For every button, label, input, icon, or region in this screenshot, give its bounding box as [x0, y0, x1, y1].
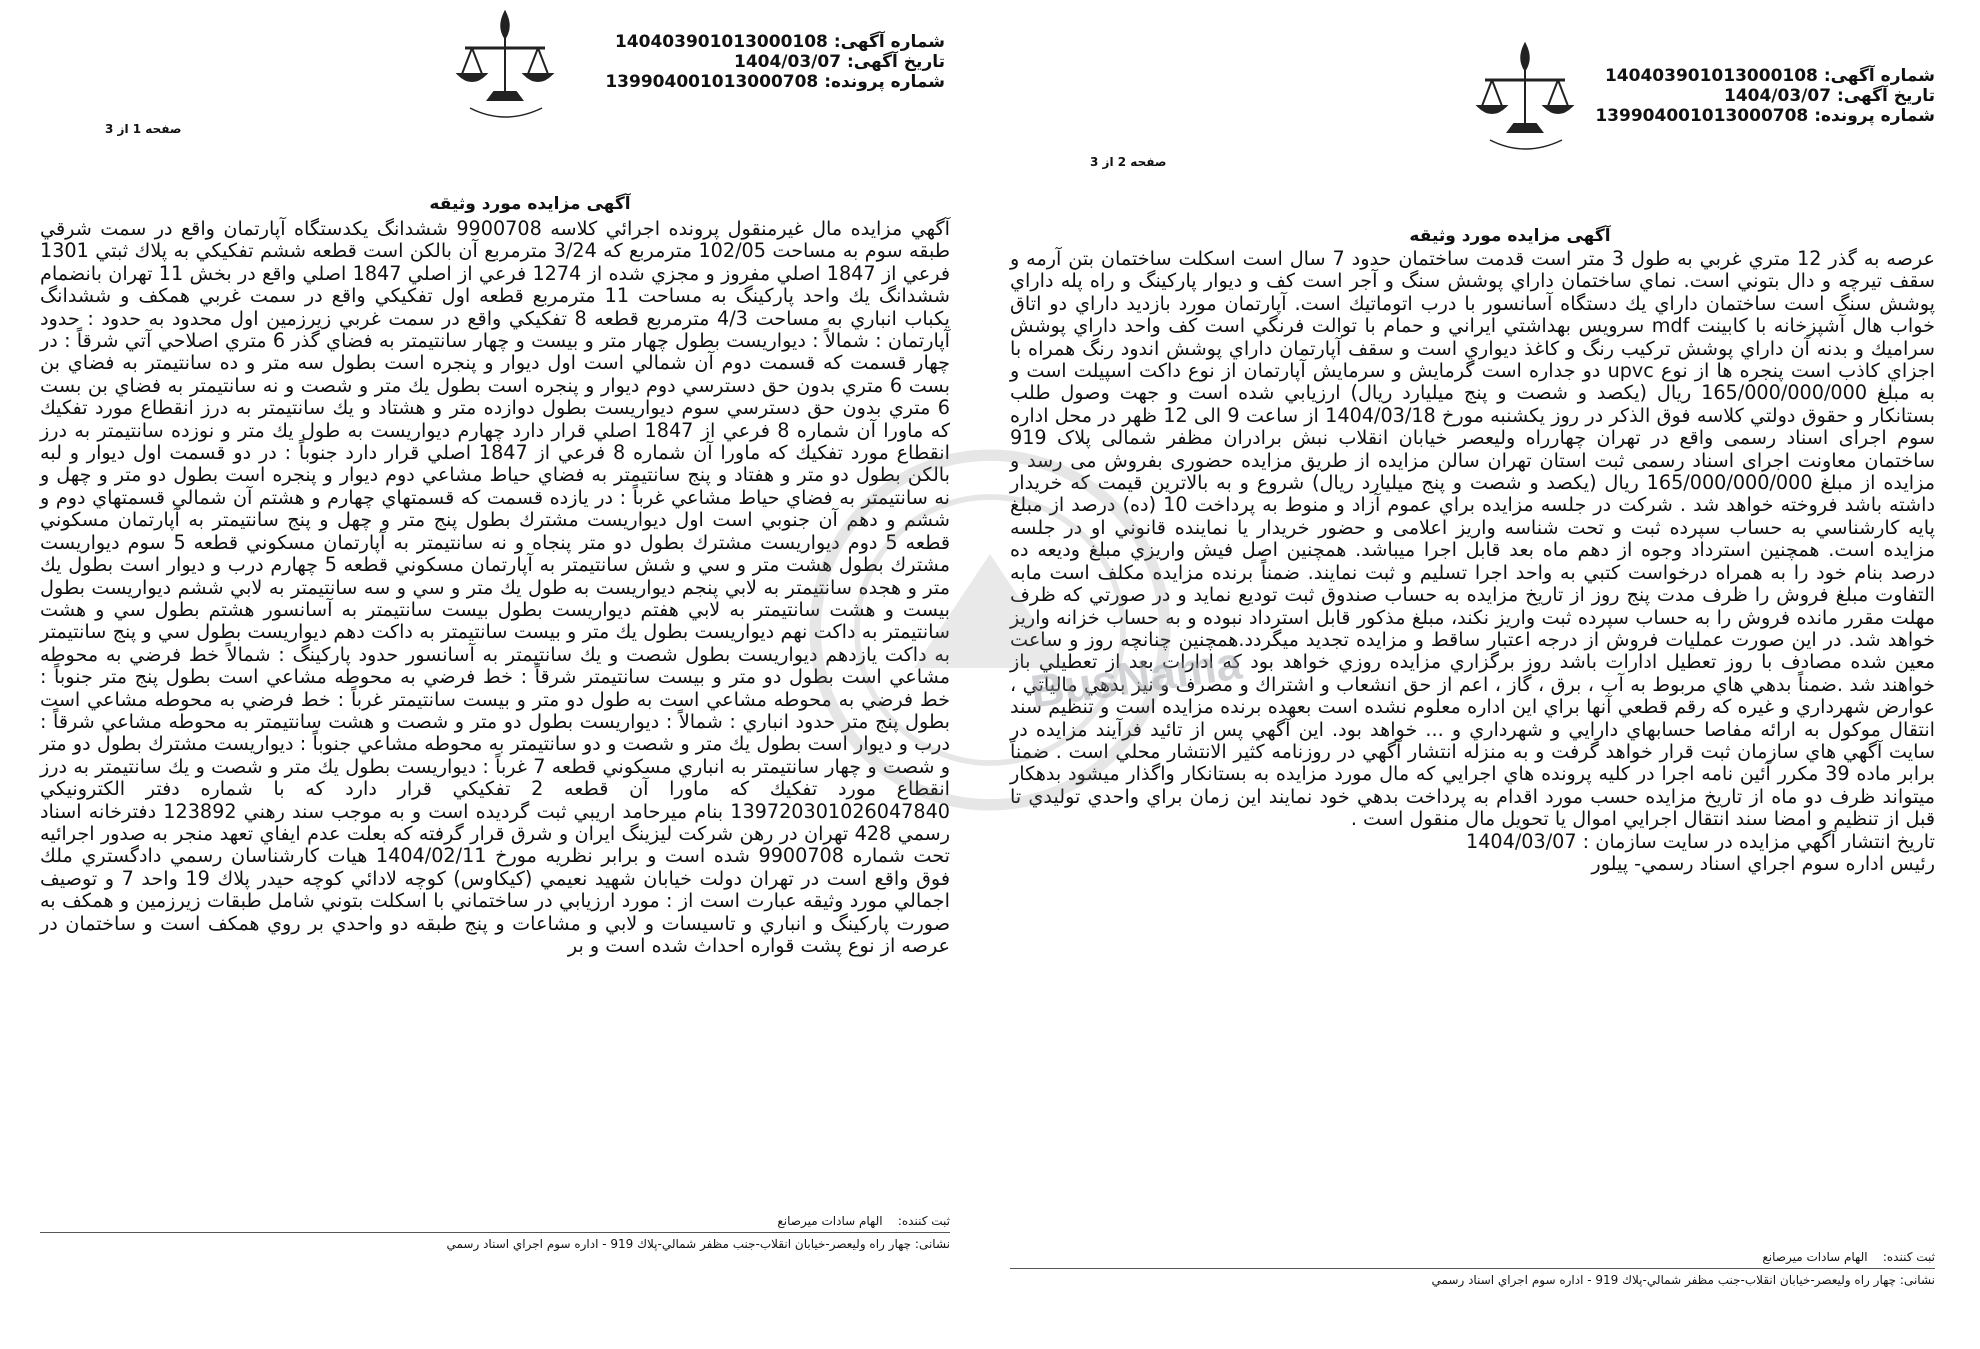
notice-body — [1010, 248, 1935, 875]
address-label: نشانی: — [914, 1237, 950, 1251]
notice-number: 140403901013000108 — [614, 32, 828, 52]
registrar-row — [40, 1212, 950, 1230]
publish-date-line: تاريخ انتشار آگهي مزايده در سايت سازمان : 1404/03/07 — [1465, 829, 1935, 853]
file-number: 139904001013000708 — [1595, 106, 1809, 126]
notice-body-text: عرصه به گذر 12 متري غربي به طول 3 متر است قدمت ساختمان حدود 7 سال است اسكلت ساختمان بتن آرمه و سقف تيرچه و دال بتوني است. نماي ساختمان داراي پوشش سنگ و آجر است كف و ديوار پاركينگ و راه پله داراي پوشش سنگ است ساختمان داراي يك دستگاه آسانسور با درب اتوماتيك است. آپارتمان مورد بازديد داراي دو اتاق خواب هال آشپزخانه با كابينت mdf سرويس بهداشتي ايراني و حمام با توالت فرنگي است كف واحد داراي پوشش سراميك و بدنه آن داراي پوشش تركيب رنگ و كاغذ ديواري است و سقف آپارتمان داراي پوشش اندود رنگ همراه با اجزاي كاذب است پنجره ها از نوع upvc دو جداره است گرمايش و سرمايش آپارتمان از نوع داكت اسپيلت است و به مبلغ 165/000/000/000 ريال (يكصد و شصت و پنج ميليارد ريال) ارزيابي شده است و جهت وصول طلب بستانكار و حقوق دولتي كلاسه فوق الذكر در روز يكشنبه مورخ 1404/03/18 از ساعت 9 الی 12 ظهر در محل اداره سوم اجرای اسناد رسمی واقع در تهران چهارراه ولیعصر خیابان انقلاب نبش برادران مظفر شمالی پلاک 919 ساختمان معاونت اجرای اسناد رسمی ثبت استان تهران سالن مزایده از طریق مزایده حضوری بفروش می رسد و مزایده از مبلغ 165/000/000/000 ريال (يكصد و شصت و پنج ميليارد ريال) شروع و به بالاترين قيمت كه خريدار داشته باشد فروخته خواهد شد . شركت در جلسه مزايده براي عموم آزاد و منوط به پرداخت 10 (ده) درصد از مبلغ پايه كارشناسي به حساب سپرده ثبت و تحت شناسه واريز اعلامی و حضور خريدار يا نماينده قانوني او در جلسه مزايده است. همچنین استرداد وجوه از دهم ماه بعد قابل اجرا ميباشد. همچنين اصل فيش واريزي مبلغ وديعه ده درصد بنام خود را به همراه درخواست كتبي به واحد اجرا تسليم و ثبت نمايند. ضمناً برنده مزايده مكلف است مابه التفاوت مبلغ فروش را ظرف مدت پنج روز از تاريخ مزايده به حساب صندوق ثبت توديع نمايد و در صورتي كه ظرف مهلت مقرر مانده فروش را به حساب سپرده ثبت واريز نكند، مبلغ مذكور قابل استرداد نبوده و به حساب خزانه واريز خواهد شد. در اين صورت عمليات فروش از درجه اعتبار ساقط و مزايده تجديد ميگردد.همچنین چنانچه روز و ساعت معین شده مصادف با روز تعطيل ادارات باشد روز برگزاري مزايده روزي خواهد بود كه ادارات بعد از تعطيلي باز خواهند شد .ضمناً بدهي هاي مربوط به آب ، برق ، گاز ، اعم از حق انشعاب و اشتراك و مصرف و نيز بدهي مالياتي ، عوارض شهرداري و غيره كه رقم قطعي آنها براي اين اداره معلوم نشده است بعهده برنده مزايده است و تنظيم سند انتقال موكول به ارائه مفاصا حسابهاي دارايي و شهرداري و ... خواهد بود. اين آگهي پس از تائيد فرآيند مزايده در سايت آگهي هاي سازمان ثبت قرار خواهد گرفت و به منزله انتشار آگهي در روزنامه كثير الانتشار محلي است . ضمناً برابر ماده 39 مكرر آئين نامه اجرا در كليه پرونده هاي اجرايي كه مال مورد مزايده به بستانكار واگذار ميشود بدهكار ميتواند ظرف دو ماه از تاريخ مزايده حسب مورد اقدام به پرداخت بدهي خود نمايند اين زمان براي واحدي توليدي تا قبل از تنظيم و امضا سند انتقال اجرايي اموال يا تحويل مال منقول است . — [1010, 247, 1936, 831]
footer-divider — [1010, 1268, 1935, 1269]
notice-number-row — [1595, 66, 1935, 86]
registrar-label: ثبت کننده: — [897, 1214, 950, 1228]
address-text: چهار راه وليعصر-خيابان انقلاب-جنب مظفر شمالي-پلاك 919 - اداره سوم اجراي اسناد رسمي — [446, 1237, 912, 1251]
file-number-row — [605, 72, 945, 92]
footer-divider — [40, 1232, 950, 1233]
notice-footer — [1010, 1248, 1935, 1289]
notice-title: آگهی مزایده مورد وثیقه — [429, 194, 631, 214]
notice-number-row — [605, 32, 945, 52]
file-number-label: شماره پرونده: — [1814, 106, 1935, 126]
address-row — [1010, 1271, 1935, 1289]
notice-date-label: تاریخ آگهی: — [846, 52, 945, 72]
notice-date: 1404/03/07 — [1723, 86, 1832, 106]
page-number: صفحه 1 از 3 — [105, 122, 182, 136]
address-label: نشانی: — [1899, 1273, 1935, 1287]
address-row — [40, 1235, 950, 1253]
file-number-row — [1595, 106, 1935, 126]
registrar-name: الهام سادات میرصانع — [1762, 1250, 1868, 1264]
notice-meta — [1595, 66, 1935, 126]
judiciary-emblem-icon — [1470, 40, 1580, 160]
notice-number-label: شماره آگهی: — [1823, 66, 1935, 86]
file-number-label: شماره پرونده: — [824, 72, 945, 92]
registrar-name: الهام سادات میرصانع — [777, 1214, 883, 1228]
notice-meta — [605, 32, 945, 92]
file-number: 139904001013000708 — [605, 72, 819, 92]
notice-title: آگهی مزایده مورد وثیقه — [1409, 226, 1611, 246]
notice-body: آگهي مزايده مال غيرمنقول پرونده اجرائي كلاسه 9900708 ششدانگ يكدستگاه آپارتمان واقع در سمت شرقي طبقه سوم به مساحت 102/05 مترمربع كه 3/24 مترمربع آن بالكن است قطعه ششم تفكيكي به پلاك ثبتي 1301 فرعي از 1847 اصلي مفروز و مجزي شده از 1274 فرعي از اصلي 1847 اصلي واقع در بخش 11 تهران بانضمام ششدانگ يك واحد پاركينگ به مساحت 11 مترمربع قطعه اول تفكيكي واقع در سمت غربي همكف و ششدانگ يكباب انباري به مساحت 4/3 مترمربع قطعه 8 تفكيكي واقع در سمت غربي زيرزمين اول محدود به حدود : حدود آپارتمان : شمالاً : ديواريست بطول چهار متر و بيست و چهار سانتيمتر به فضاي گذر 6 متري اصلاحي آتي شرقاً : در چهار قسمت كه قسمت دوم آن شمالي است اول ديوار و پنجره است بطول سه متر و ده سانتيمتر به فضاي بن بست 6 متري بدون حق دسترسي دوم ديوار و پنجره است بطول يك متر و شصت و نه سانتيمتر به فضاي بن بست 6 متري بدون حق دسترسي سوم ديواريست بطول دوازده متر و هشتاد و يك سانتيمتر به درز انقطاع مورد تفكيك كه ماورا آن شماره 8 فرعي از 1847 اصلي قرار دارد چهارم ديواريست به طول يك متر و نوزده سانتيمتر به درز انقطاع مورد تفكيك كه ماورا آن شماره 8 فرعي از 1847 اصلي قرار دارد جنوباً : در دو قسمت اول ديوار و لبه بالكن بطول دو متر و هفتاد و پنج سانتيمتر به فضاي حياط مشاعي دوم ديوار و پنجره است بطول دو متر و چهل و نه سانتيمتر به فضاي حياط مشاعي غرباً : در يازده قسمت كه قسمتهاي چهارم و هشتم آن شمالي قسمتهاي دوم و ششم و دهم آن جنوبي است اول ديواريست مشترك بطول پنج متر و چهل و پنج سانتيمتر به آپارتمان مسكوني قطعه 5 دوم ديواريست مشترك بطول دو متر پنجاه و نه سانتيمتر به آپارتمان مسكوني قطعه 5 سوم ديواريست مشترك بطول هشت متر و سي و شش سانتيمتر به آپارتمان مسكوني قطعه 5 چهارم درب و ديوار است بطول يك متر و هجده سانتيمتر به لابي پنجم ديواريست به طول يك متر و سي و سه سانتيمتر به لابي ششم ديواريست بطول بيست و هشت سانتيمتر به لابي هفتم ديواريست بطول بيست سانتيمتر به آسانسور هشتم بطول سي و هشت سانتيمتر به داكت نهم ديواريست بطول يك متر و بيست سانتيمتر به داكت دهم ديواريست بطول سي و پنج سانتيمتر به داكت يازدهم ديواريست بطول شصت و يك سانتيمتر به آسانسور حدود پاركينگ : شمالاً خط فرضي به محوطه مشاعي است بطول دو متر و بيست سانتيمتر شرقاً : خط فرضي به محوطه مشاعي است بطول پنج متر جنوباً : خط فرضي به محوطه مشاعي است به طول دو متر و بيست سانتيمتر غرباً : خط فرضي به محوطه مشاعي است بطول پنج متر حدود انباري : شمالاً : ديواريست بطول دو متر و شصت و هشت سانتيمتر به محوطه مشاعي شرقاً : درب و ديوار است بطول يك متر و شصت و دو سانتيمتر به محوطه مشاعي جنوباً : ديواريست مشترك بطول دو متر و شصت و چهار سانتيمتر به انباري مسكوني قطعه 7 غرباً : ديواريست بطول يك متر و شصت و يك سانتيمتر به درز انقطاع مورد تفكيك كه ماورا آن قطعه 2 تفكيكي قرار دارد كه با شماره دفتر الكترونيكي 139720301026047840 بنام ميرحامد اريبي ثبت گرديده است و به موجب سند رهني 123892 دفترخانه اسناد رسمي 428 تهران در رهن شركت ليزينگ ايران و شرق قرار گرفته كه بعلت عدم ايفاي تعهد منجر به صدور اجرائيه تحت شماره 9900708 شده است و برابر نظريه مورخ 1404/02/11 هيات كارشناسان رسمي دادگستري ملك فوق واقع است در تهران دولت خيابان شهيد نعيمي (كيكاوس) كوچه لادائي كوچه حيدر پلاك 19 واحد 7 و توصيف اجمالي مورد وثيقه عبارت است از : مورد ارزيابي در ساختماني با اسكلت بتوني شامل طبقات زيرزمين و همكف به صورت پاركينگ و انباري و تاسيسات و لابي و مشاعات و پنج طبقه دو واحدي بر روي همكف است و ساختمان در عرصه از نوع پشت قواره احداث شده است و بر — [40, 217, 951, 957]
page-number: صفحه 2 از 3 — [1090, 155, 1167, 169]
registrar-label: ثبت کننده: — [1882, 1250, 1935, 1264]
watermark-text: BusNama — [1027, 636, 1245, 718]
address-text: چهار راه وليعصر-خيابان انقلاب-جنب مظفر شمالي-پلاك 919 - اداره سوم اجراي اسناد رسمي — [1431, 1273, 1897, 1287]
signature-line: رئيس اداره سوم اجراي اسناد رسمي- پيلور — [1591, 851, 1935, 875]
notice-footer — [40, 1212, 950, 1253]
notice-date: 1404/03/07 — [733, 52, 842, 72]
judiciary-emblem-icon — [450, 8, 560, 128]
notice-number-label: شماره آگهی: — [833, 32, 945, 52]
notice-date-label: تاریخ آگهی: — [1836, 86, 1935, 106]
registrar-row — [1010, 1248, 1935, 1266]
notice-number: 140403901013000108 — [1604, 66, 1818, 86]
notice-date-row — [1595, 86, 1935, 106]
notice-date-row — [605, 52, 945, 72]
